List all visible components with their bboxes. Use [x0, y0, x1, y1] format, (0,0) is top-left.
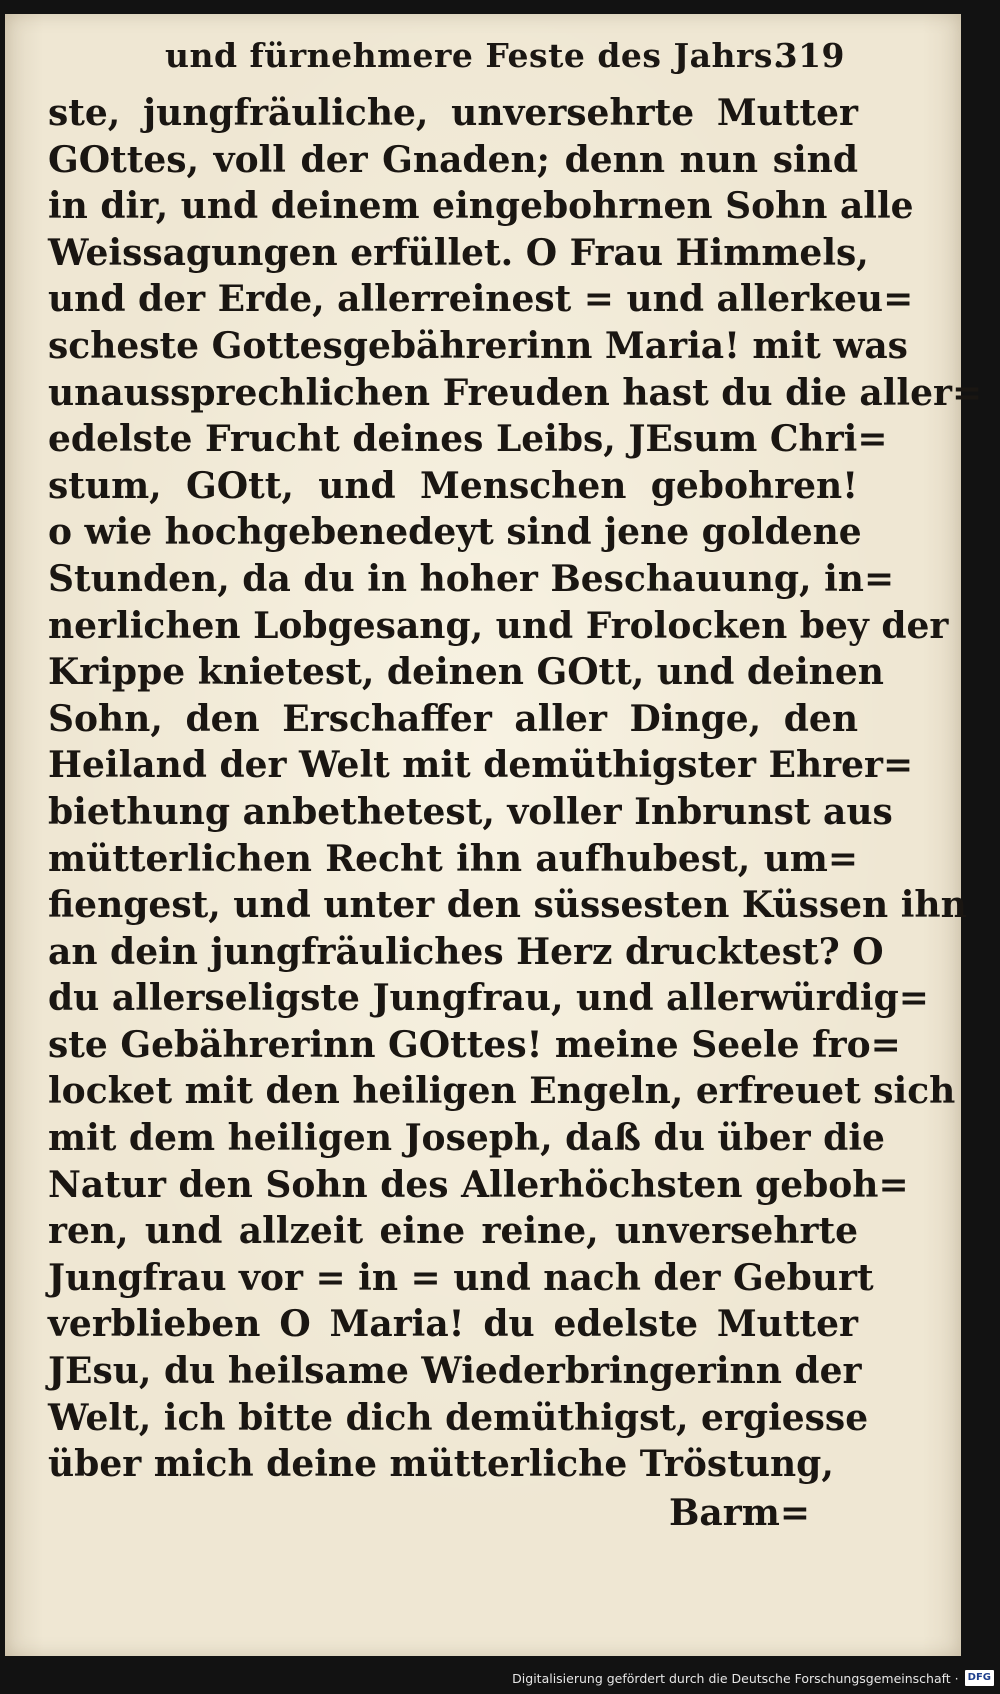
text-line: und der Erde, allerreinest = und allerkeu=	[48, 278, 914, 321]
text-line: scheste Gottesgebährerinn Maria! mit was	[48, 324, 908, 367]
text-line: JEsu, du heilsame Wiederbringerinn der	[48, 1350, 862, 1393]
digitization-footer	[512, 1665, 994, 1691]
text-line: Sohn, den Erschaffer aller Dinge, den	[48, 697, 858, 740]
footer-credit: Digitalisierung gefördert durch die Deutsche Forschungsgemeinschaft ·	[512, 1670, 959, 1686]
text-line: verblieben O Maria! du edelste Mutter	[48, 1303, 858, 1346]
text-line: o wie hochgebenedeyt sind jene goldene	[48, 511, 862, 554]
text-line: du allerseligste Jungfrau, und allerwürdig=	[48, 977, 929, 1020]
text-line: Jungfrau vor = in = und nach der Geburt	[48, 1256, 874, 1299]
text-line: Natur den Sohn des Allerhöchsten geboh=	[48, 1163, 909, 1206]
text-line: fiengest, und unter den süssesten Küssen ihn	[48, 884, 967, 927]
text-line: über mich deine mütterliche Tröstung,	[48, 1443, 834, 1486]
text-line: nerlichen Lobgesang, und Frolocken bey der	[48, 604, 949, 647]
catchword: Barm=	[669, 1492, 810, 1534]
text-line: stum, GOtt, und Menschen gebohren!	[48, 464, 858, 507]
book-page	[5, 14, 983, 1656]
body-text	[48, 90, 983, 1488]
text-line: Heiland der Welt mit demüthigster Ehrer=	[48, 744, 914, 787]
page-header	[165, 36, 845, 86]
text-line: ren, und allzeit eine reine, unversehrte	[48, 1210, 858, 1253]
text-line: ste, jungfräuliche, unversehrte Mutter	[48, 92, 858, 134]
text-line: Krippe knietest, deinen GOtt, und deinen	[48, 651, 884, 694]
dfg-logo-icon: DFG	[965, 1670, 994, 1686]
text-line: unaussprechlichen Freuden hast du die aller=	[48, 371, 983, 414]
page-number: 319	[774, 36, 845, 75]
text-line: locket mit den heiligen Engeln, erfreuet sich	[48, 1070, 956, 1113]
text-line: an dein jungfräuliches Herz drucktest? O	[48, 930, 884, 973]
text-line: Weissagungen erfüllet. O Frau Himmels,	[48, 231, 869, 274]
text-line: GOttes, voll der Gnaden; denn nun sind	[48, 138, 858, 181]
text-line: mütterlichen Recht ihn aufhubest, um=	[48, 837, 858, 880]
text-line: mit dem heiligen Joseph, daß du über die	[48, 1117, 885, 1160]
text-line: ste Gebährerinn GOttes! meine Seele fro=	[48, 1023, 901, 1066]
text-line: biethung anbethetest, voller Inbrunst aus	[48, 790, 893, 833]
text-line: Welt, ich bitte dich demüthigst, ergiesse	[48, 1396, 869, 1439]
text-line: edelste Frucht deines Leibs, JEsum Chri=	[48, 418, 888, 461]
text-line: Stunden, da du in hoher Beschauung, in=	[48, 557, 895, 600]
running-head: und fürnehmere Feste des Jahrs.	[165, 36, 785, 75]
text-line: in dir, und deinem eingebohrnen Sohn alle	[48, 185, 914, 228]
